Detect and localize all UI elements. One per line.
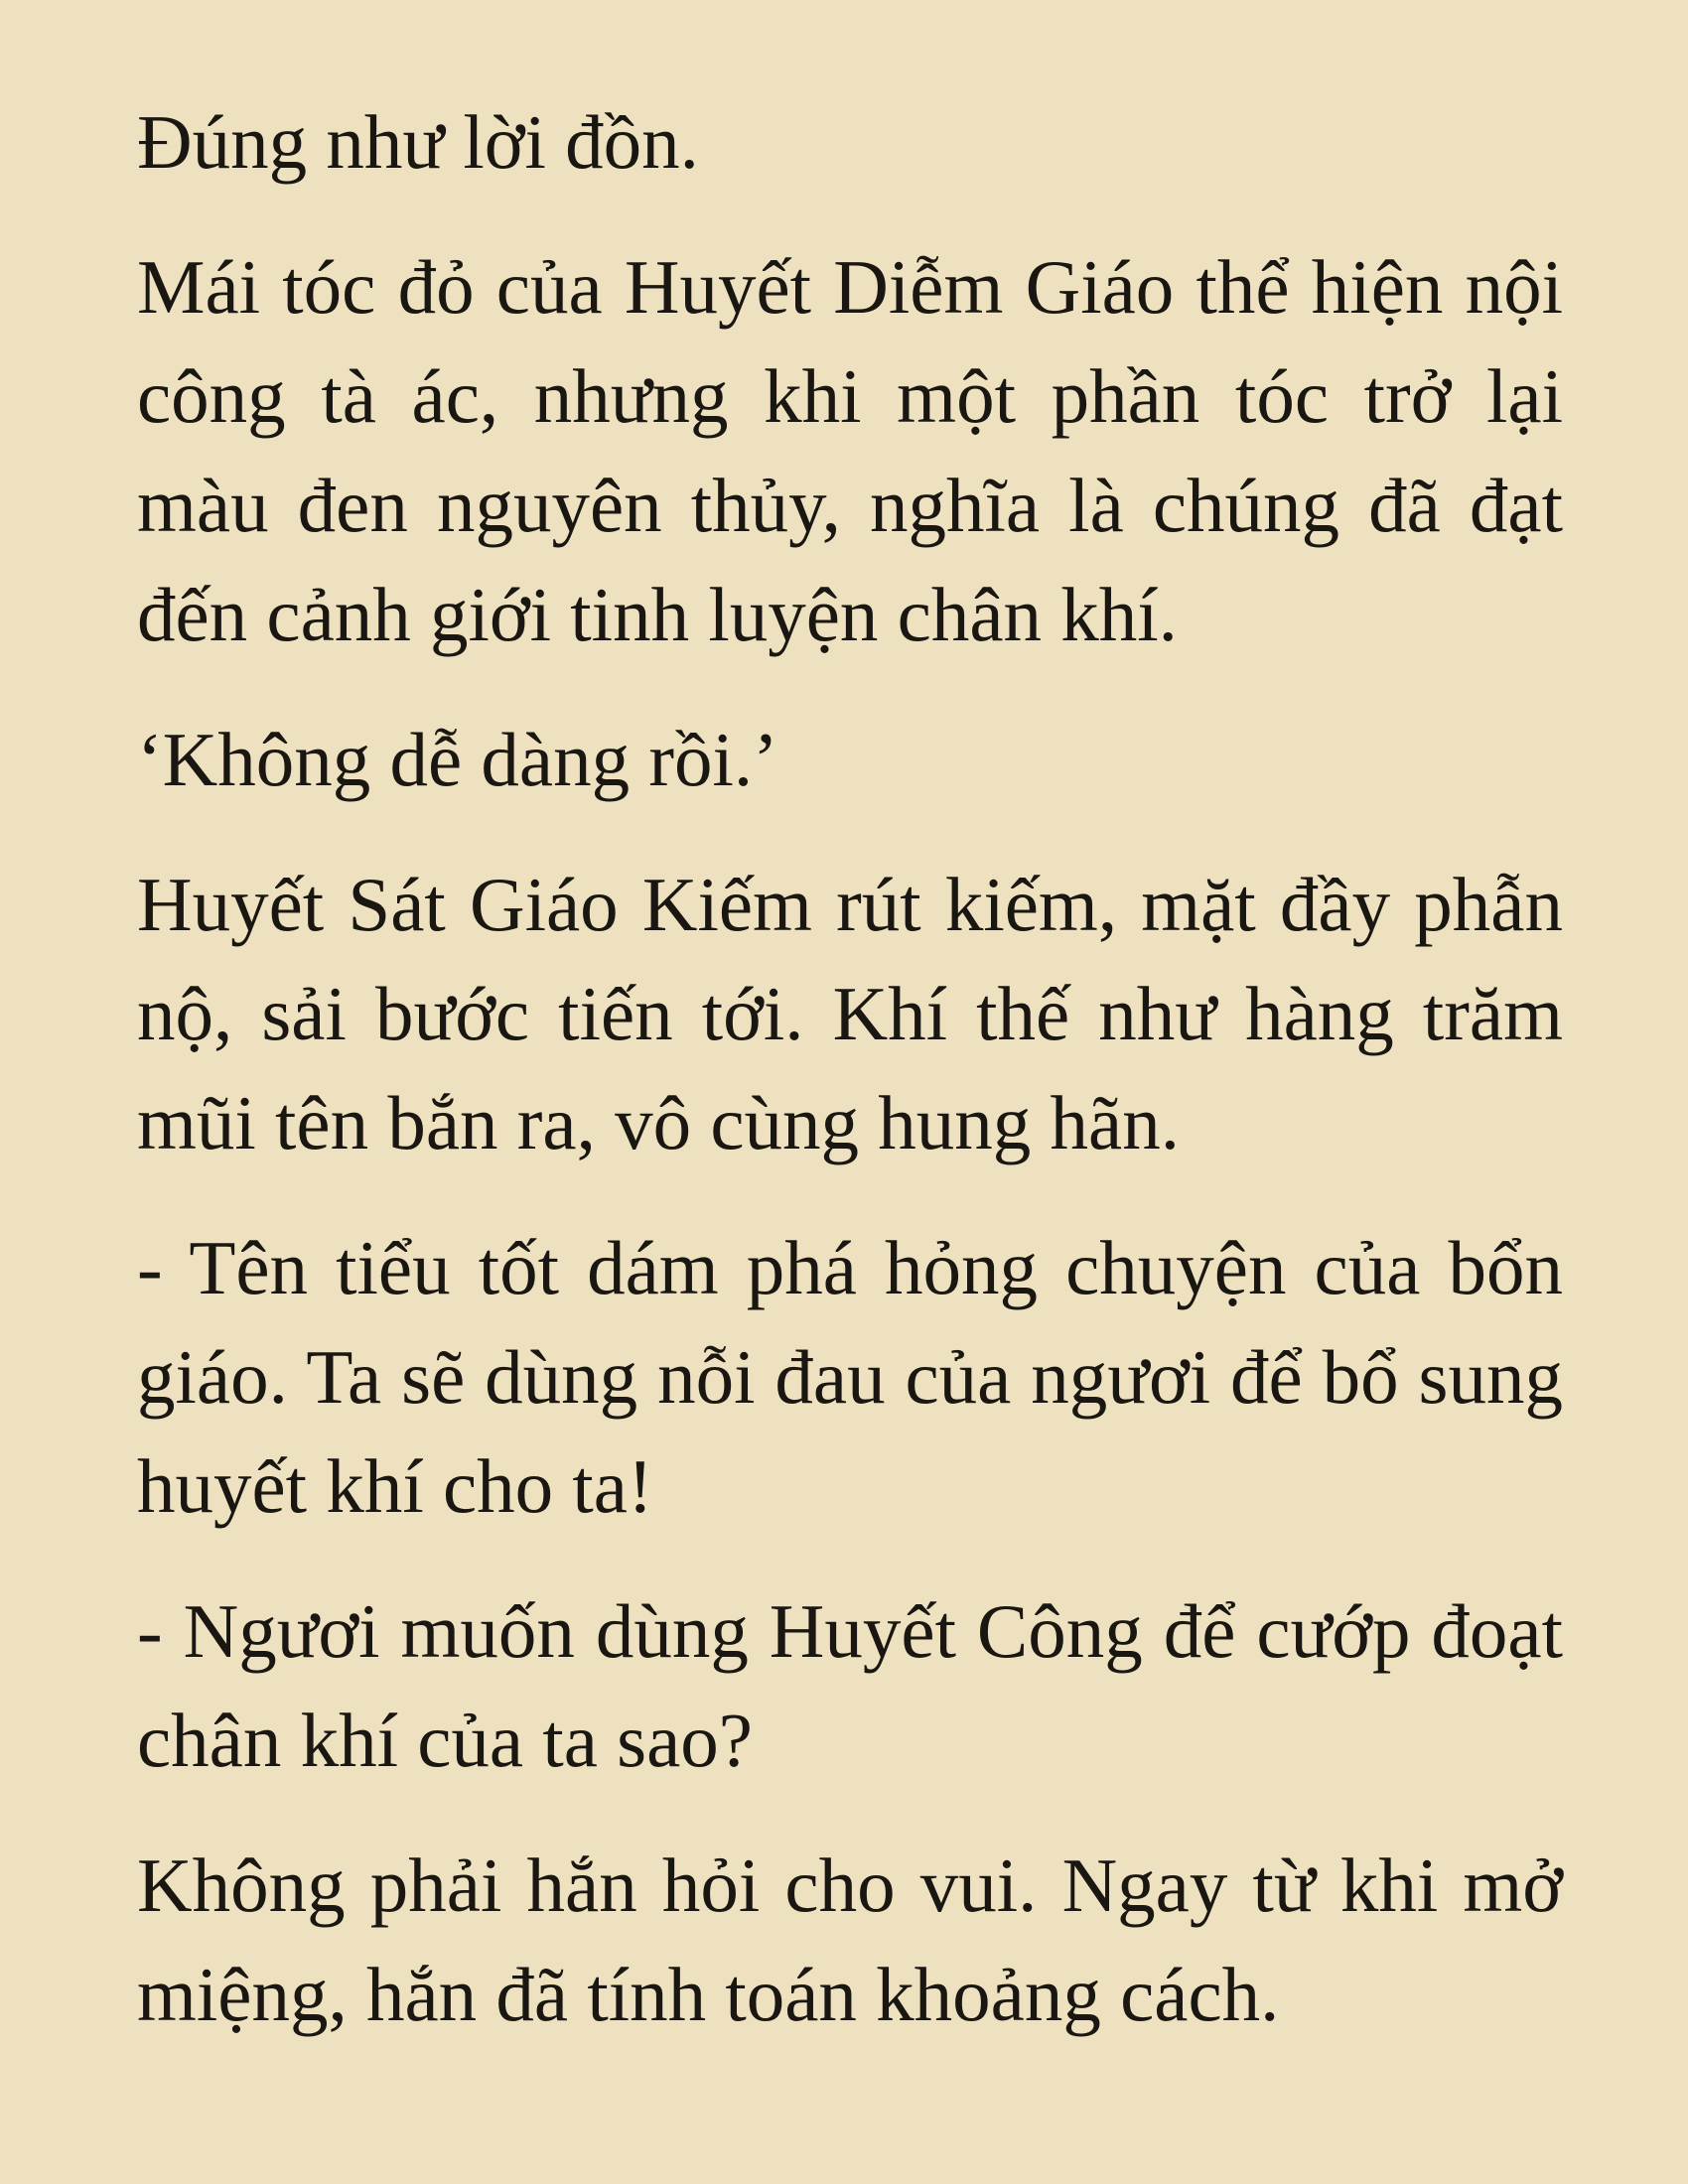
paragraph: Huyết Sát Giáo Kiếm rút kiếm, mặt đầy phẫn nộ, sải bước tiến tới. Khí thế như hàng trăm mũi tên bắn ra, vô cùng hung hãn. xyxy=(137,862,1563,1165)
paragraph: Mái tóc đỏ của Huyết Diễm Giáo thể hiện nội công tà ác, nhưng khi một phần tóc trở lại màu đen nguyên thủy, nghĩa là chúng đã đạt đến cảnh giới tinh luyện chân khí. xyxy=(137,244,1563,657)
paragraph: Đúng như lời đồn. xyxy=(137,99,699,185)
paragraph: Không phải hắn hỏi cho vui. Ngay từ khi mở miệng, hắn đã tính toán khoảng cách. xyxy=(137,1843,1563,2037)
document-page xyxy=(137,87,1563,2049)
paragraph: - Tên tiểu tốt dám phá hỏng chuyện của bổn giáo. Ta sẽ dùng nỗi đau của ngươi để bổ sung huyết khí cho ta! xyxy=(137,1225,1563,1529)
paragraph: ‘Không dễ dàng rồi.’ xyxy=(137,717,778,802)
paragraph: - Ngươi muốn dùng Huyết Công để cướp đoạt chân khí của ta sao? xyxy=(137,1588,1563,1783)
